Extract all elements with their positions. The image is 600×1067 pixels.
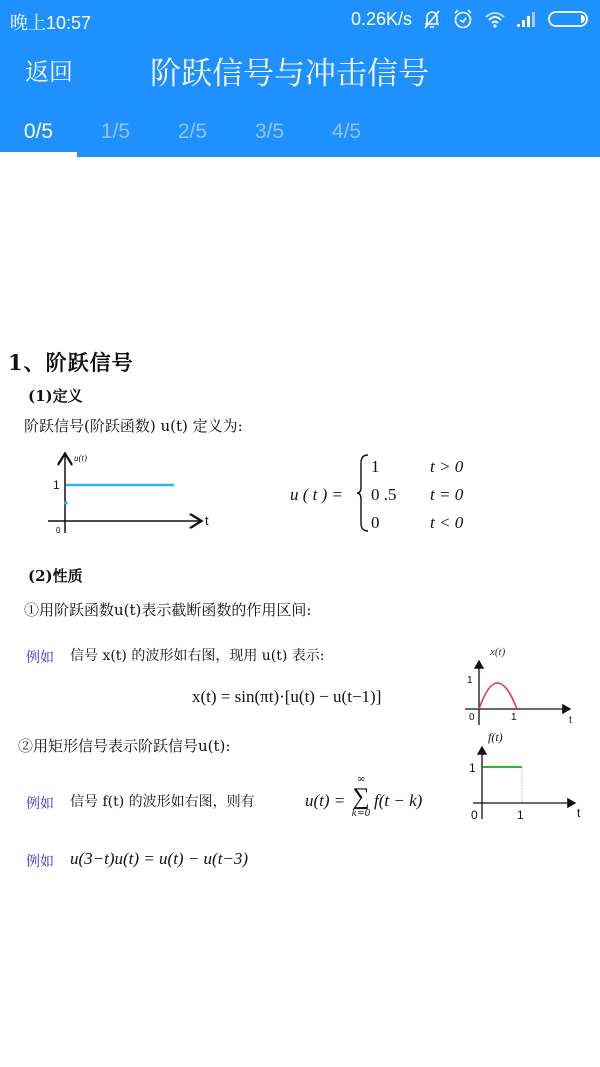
bell-off-icon	[422, 8, 442, 30]
svg-text:1: 1	[511, 712, 517, 723]
tab-4[interactable]: 4/5	[331, 120, 362, 143]
back-button[interactable]: 返回	[25, 58, 73, 86]
sum-lower: k=0	[351, 809, 371, 819]
example-text-2: 信号 f(t) 的波形如右图，则有	[70, 794, 255, 810]
summation	[350, 775, 372, 819]
svg-text:1: 1	[53, 478, 60, 492]
tab-3[interactable]: 3/5	[254, 120, 285, 143]
properties-heading: (2)性质	[28, 567, 83, 585]
step-function-graph	[40, 449, 230, 543]
svg-text:1: 1	[469, 761, 476, 775]
tab-1[interactable]: 1/5	[100, 120, 131, 143]
example-formula-3: u(3−t)u(t) = u(t) − u(t−3)	[70, 849, 249, 868]
tab-2[interactable]: 2/5	[177, 120, 208, 143]
svg-text:0: 0	[469, 712, 475, 723]
svg-text:t: t	[569, 715, 572, 726]
sigma-icon: ∑	[352, 784, 370, 810]
page-title: 阶跃信号与冲击信号	[150, 56, 429, 92]
signal-icon	[516, 10, 538, 28]
case-value-3: 0	[371, 513, 380, 532]
svg-text:1: 1	[467, 675, 473, 686]
svg-text:t: t	[205, 513, 209, 528]
rect-pulse-graph	[455, 727, 595, 831]
example-formula-2-rhs: f(t − k)	[374, 791, 423, 810]
case-value-1: 1	[371, 457, 380, 476]
case-cond-2: t = 0	[430, 485, 464, 504]
svg-text:1: 1	[517, 808, 524, 822]
svg-text:0: 0	[56, 526, 61, 535]
network-speed: 0.26K/s	[350, 8, 412, 29]
page-tabs	[0, 110, 385, 157]
property-item-1: ①用阶跃函数u(t)表示截断函数的作用区间:	[24, 601, 312, 619]
battery-icon	[548, 10, 590, 28]
formula-lhs: u ( t ) =	[290, 485, 344, 504]
example-label-3: 例如	[26, 854, 54, 870]
svg-text:f(t): f(t)	[488, 730, 503, 744]
section-title: 1、阶跃信号	[8, 350, 134, 375]
status-time: 晚上10:57	[10, 13, 92, 33]
definition-text: 阶跃信号(阶跃函数) u(t) 定义为:	[24, 417, 243, 435]
example-label-2: 例如	[26, 796, 54, 812]
example-text-1: 信号 x(t) 的波形如右图，现用 u(t) 表示:	[70, 648, 325, 664]
status-bar	[0, 0, 600, 40]
sine-pulse-graph	[455, 637, 595, 731]
svg-text:0: 0	[471, 808, 478, 822]
brace	[356, 453, 370, 537]
example-formula-2-lhs: u(t) =	[305, 791, 346, 810]
case-cond-1: t > 0	[430, 457, 464, 476]
sum-upper: ∞	[356, 774, 366, 785]
alarm-icon	[452, 8, 474, 30]
app-header	[0, 0, 600, 157]
case-value-2: 0 .5	[371, 485, 397, 504]
example-label-1: 例如	[26, 650, 54, 666]
example-formula-1: x(t) = sin(πt)·[u(t) − u(t−1)]	[192, 687, 382, 706]
svg-text:u(t): u(t)	[74, 453, 87, 463]
title-bar	[0, 40, 600, 100]
svg-text:x(t): x(t)	[490, 646, 506, 658]
case-cond-3: t < 0	[430, 513, 464, 532]
definition-heading: (1)定义	[28, 387, 83, 405]
wifi-icon	[484, 10, 506, 28]
svg-text:t: t	[577, 806, 581, 820]
property-item-2: ②用矩形信号表示阶跃信号u(t):	[18, 737, 231, 755]
tab-0[interactable]: 0/5	[0, 110, 77, 157]
